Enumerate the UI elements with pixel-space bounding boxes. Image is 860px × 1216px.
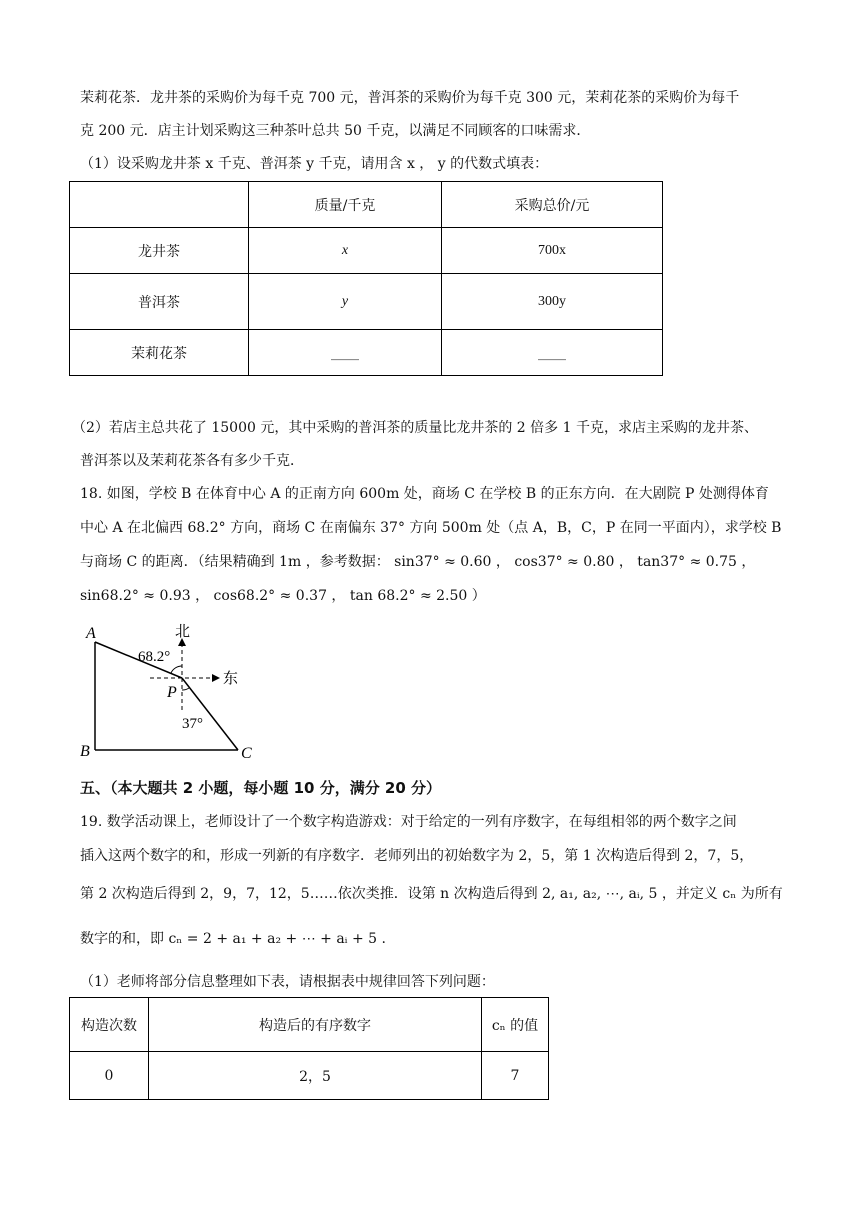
p19-line1: 19. 数学活动课上，老师设计了一个数字构造游戏：对于给定的一列有序数字，在每组相邻的两个数字之间: [80, 814, 737, 830]
section-heading: 五、（本大题共 2 小题，每小题 10 分，满分 20 分）: [80, 779, 442, 797]
tea-table: [69, 181, 663, 376]
p19-line4: 数字的和，即 cₙ = 2 + a₁ + a₂ + ⋯ + aᵢ + 5 .: [80, 931, 386, 947]
segment-PC: [182, 678, 238, 750]
tea-table-cell: 普洱茶: [70, 274, 249, 330]
label-B: B: [80, 743, 90, 760]
p17-question2-line2: 普洱茶以及茉莉花茶各有多少千克．: [80, 453, 304, 469]
tea-table-cell: 700x: [442, 228, 663, 274]
construction-table-header: 构造后的有序数字: [149, 998, 482, 1052]
tea-table-cell: 300y: [442, 274, 663, 330]
geometry-figure: [78, 618, 268, 763]
label-angle-37: 37°: [182, 716, 203, 732]
p19-line3: 第 2 次构造后得到 2，9，7，12，5……依次类推．设第 n 次构造后得到 2, a₁, a₂, ⋯, aᵢ, 5 ，并定义 cₙ 为所有: [80, 886, 783, 902]
p18-line3: 与商场 C 的距离．（结果精确到 1m ，参考数据： sin37° ≈ 0.60 ， cos37° ≈ 0.80 ， tan37° ≈ 0.75 ，: [80, 554, 756, 570]
answer-blank: ____: [249, 330, 442, 376]
construction-table-cell: 0: [70, 1052, 149, 1100]
construction-table-cell: 7: [482, 1052, 549, 1100]
angle-arc-north-west: [171, 666, 182, 673]
tea-table-header: [70, 182, 249, 228]
label-north: 北: [175, 624, 191, 640]
construction-table-header: 构造次数: [70, 998, 149, 1052]
tea-table-cell: 龙井茶: [70, 228, 249, 274]
p19-question1: （1）老师将部分信息整理如下表，请根据表中规律回答下列问题：: [80, 974, 495, 990]
tea-table-cell: y: [249, 274, 442, 330]
tea-table-header: 采购总价/元: [442, 182, 663, 228]
p17-intro-line2: 克 200 元．店主计划采购这三种茶叶总共 50 千克，以满足不同顾客的口味需求．: [80, 123, 591, 139]
tea-table-cell: x: [249, 228, 442, 274]
tea-table-cell: 茉莉花茶: [70, 330, 249, 376]
p17-intro-line1: 茉莉花茶．龙井茶的采购价为每千克 700 元，普洱茶的采购价为每千克 300 元，茉莉花茶的采购价为每千: [80, 90, 740, 106]
label-east: 东: [223, 671, 239, 687]
tea-table-header: 质量/千克: [249, 182, 442, 228]
construction-table-header: cₙ 的值: [482, 998, 549, 1052]
construction-table: [69, 997, 549, 1100]
p18-line2: 中心 A 在北偏西 68.2° 方向，商场 C 在南偏东 37° 方向 500m 处（点 A，B，C，P 在同一平面内），求学校 B: [80, 520, 782, 536]
p17-question2-line1: （2）若店主总共花了 15000 元，其中采购的普洱茶的质量比龙井茶的 2 倍多 1 千克，求店主采购的龙井茶、: [72, 420, 758, 436]
label-C: C: [241, 745, 252, 762]
angle-arc-south-east: [182, 688, 189, 690]
label-P: P: [167, 684, 177, 701]
p18-line1: 18. 如图，学校 B 在体育中心 A 的正南方向 600m 处，商场 C 在学校 B 的正东方向．在大剧院 P 处测得体育: [80, 486, 769, 502]
label-A: A: [86, 625, 96, 642]
p17-question1: （1）设采购龙井茶 x 千克、普洱茶 y 千克，请用含 x ， y 的代数式填表：: [80, 156, 549, 172]
p19-line2: 插入这两个数字的和，形成一列新的有序数字．老师列出的初始数字为 2，5，第 1 次构造后得到 2，7，5，: [80, 848, 754, 864]
construction-table-cell: 2，5: [149, 1052, 482, 1100]
answer-blank: ____: [442, 330, 663, 376]
label-angle-68: 68.2°: [138, 649, 171, 665]
p18-line4: sin68.2° ≈ 0.93 ， cos68.2° ≈ 0.37 ， tan 68.2° ≈ 2.50 ）: [80, 588, 486, 604]
